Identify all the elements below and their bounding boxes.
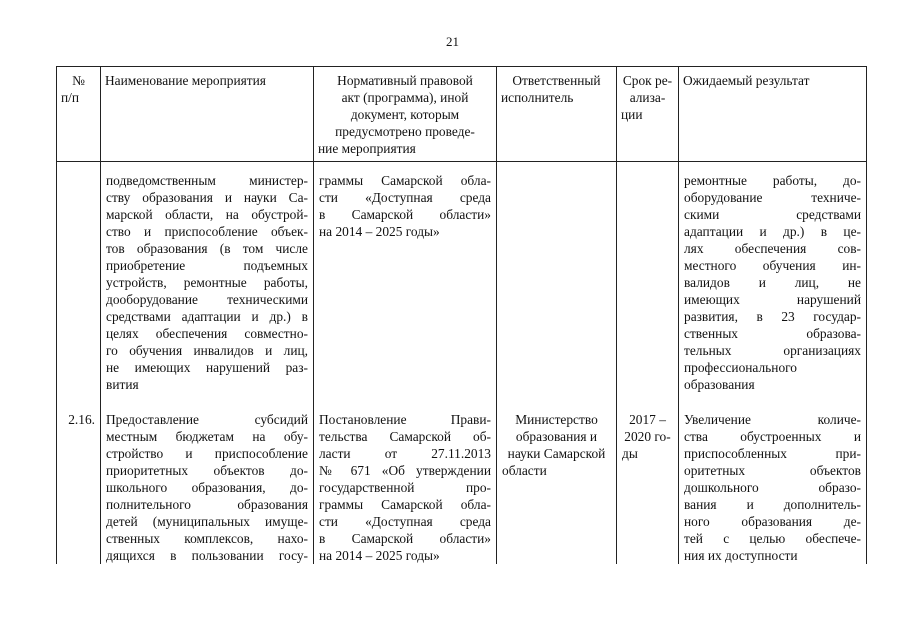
text-line: на 2014 – 2025 годы» bbox=[319, 548, 440, 563]
text-line: Министерство bbox=[515, 412, 598, 427]
text-line: оритетных объектов bbox=[684, 463, 861, 478]
text-line: валидов и лиц, не bbox=[684, 275, 861, 290]
text-line: Наименование мероприятия bbox=[105, 73, 266, 88]
text-line: тей с целью обеспече- bbox=[684, 531, 861, 546]
text-line: 2017 – bbox=[629, 412, 666, 427]
table-header-row bbox=[57, 67, 867, 162]
text-line: образования bbox=[684, 377, 755, 392]
text-line: Срок ре- bbox=[622, 73, 673, 88]
text-line: акт (программа), иной bbox=[341, 90, 469, 105]
header-normative-act bbox=[314, 67, 497, 162]
header-expected-result bbox=[679, 67, 867, 162]
text-line: ного образования де- bbox=[684, 514, 861, 529]
measure-name-cell bbox=[101, 411, 314, 564]
text-line: Постановление Прави- bbox=[319, 412, 491, 427]
text-line: ремонтные работы, до- bbox=[684, 173, 861, 188]
text-line: науки Самарской bbox=[507, 446, 606, 461]
text-line: приобретение подъемных bbox=[106, 258, 308, 273]
text-line: ственных образова- bbox=[684, 326, 861, 341]
text-line: школьного образования, до- bbox=[106, 480, 308, 495]
text-line: образования и bbox=[515, 429, 598, 444]
text-line: ласти от 27.11.2013 bbox=[319, 446, 491, 461]
text-line: ния их доступности bbox=[684, 548, 798, 563]
header-number bbox=[57, 67, 101, 162]
header-term bbox=[617, 67, 679, 162]
text-line: ству образования и науки Са- bbox=[106, 190, 308, 205]
text-line: № 671 «Об утверждении bbox=[319, 463, 491, 478]
text-line: № bbox=[72, 73, 85, 88]
text-line: государственной про- bbox=[319, 480, 491, 495]
row-number: 2.16. bbox=[57, 411, 101, 564]
text-line: лях обеспечения сов- bbox=[684, 241, 861, 256]
text-line: го обучения инвалидов и лиц, bbox=[106, 343, 308, 358]
text-line: сти «Доступная среда bbox=[319, 514, 491, 529]
text-line: вания и дополнитель- bbox=[684, 497, 861, 512]
text-line: Увеличение количе- bbox=[684, 412, 861, 427]
text-line: ства обустроенных и bbox=[684, 429, 861, 444]
text-line: дооборудование техническими bbox=[106, 292, 308, 307]
text-line: ственных комплексов, нахо- bbox=[106, 531, 308, 546]
text-line: Предоставление субсидий bbox=[106, 412, 308, 427]
text-line: Ожидаемый результат bbox=[683, 73, 810, 88]
text-line: п/п bbox=[61, 90, 80, 105]
text-line: в Самарской области» bbox=[319, 531, 491, 546]
text-line: граммы Самарской обла- bbox=[319, 173, 491, 188]
text-line: ство и приспособление объек- bbox=[106, 224, 308, 239]
text-line: ции bbox=[621, 107, 643, 122]
row-number bbox=[57, 162, 101, 412]
term-cell bbox=[617, 162, 679, 412]
text-line: Нормативный правовой bbox=[337, 73, 473, 88]
text-line: приоритетных объектов до- bbox=[106, 463, 308, 478]
text-line: предусмотрено проведе- bbox=[335, 124, 475, 139]
executor-cell bbox=[497, 411, 617, 564]
page-number: 21 bbox=[446, 34, 459, 49]
text-line: местным бюджетам на обу- bbox=[106, 429, 308, 444]
text-line: не имеющих нарушений раз- bbox=[106, 360, 308, 375]
text-line: сти «Доступная среда bbox=[319, 190, 491, 205]
text-line: ние мероприятия bbox=[318, 141, 416, 156]
text-line: марской области, на обустрой- bbox=[106, 207, 308, 222]
text-line: ды bbox=[622, 446, 638, 461]
text-line: дошкольного образо- bbox=[684, 480, 861, 495]
text-line: полнительного образования bbox=[106, 497, 308, 512]
table-row bbox=[57, 411, 867, 564]
text-line: профессионального bbox=[684, 360, 797, 375]
normative-act-cell bbox=[314, 162, 497, 412]
text-line: адаптации и др.) в це- bbox=[684, 224, 861, 239]
text-line: оборудование техниче- bbox=[684, 190, 861, 205]
text-line: на 2014 – 2025 годы» bbox=[319, 224, 440, 239]
measures-table bbox=[56, 66, 867, 564]
text-line: детей (муниципальных имуще- bbox=[106, 514, 308, 529]
term-cell bbox=[617, 411, 679, 564]
text-line: приспособленных при- bbox=[684, 446, 861, 461]
text-line: документ, которым bbox=[350, 107, 460, 122]
text-line: дящихся в пользовании госу- bbox=[106, 548, 308, 563]
measure-name-cell bbox=[101, 162, 314, 412]
text-line: имеющих нарушений bbox=[684, 292, 861, 307]
text-line: подведомственным министер- bbox=[106, 173, 308, 188]
expected-result-cell bbox=[679, 411, 867, 564]
text-line: тельства Самарской об- bbox=[319, 429, 491, 444]
text-line: исполнитель bbox=[501, 90, 574, 105]
text-line: скими средствами bbox=[684, 207, 861, 222]
text-line: вития bbox=[106, 377, 139, 392]
text-line: 2020 го- bbox=[624, 429, 671, 444]
text-line: Ответственный bbox=[512, 73, 601, 88]
text-line: местного обучения ин- bbox=[684, 258, 861, 273]
header-responsible-executor bbox=[497, 67, 617, 162]
table-row bbox=[57, 162, 867, 412]
text-line: области bbox=[502, 463, 547, 478]
text-line: стройство и приспособление bbox=[106, 446, 308, 461]
text-line: в Самарской области» bbox=[319, 207, 491, 222]
text-line: средствами адаптации и др.) в bbox=[106, 309, 308, 324]
normative-act-cell bbox=[314, 411, 497, 564]
text-line: развития, в 23 государ- bbox=[684, 309, 861, 324]
executor-cell bbox=[497, 162, 617, 412]
header-measure-name bbox=[101, 67, 314, 162]
text-line: граммы Самарской обла- bbox=[319, 497, 491, 512]
text-line: устройств, ремонтные работы, bbox=[106, 275, 308, 290]
text-line: тов образования (в том числе bbox=[106, 241, 308, 256]
text-line: ализа- bbox=[629, 90, 666, 105]
text-line: тельных организациях bbox=[684, 343, 861, 358]
expected-result-cell bbox=[679, 162, 867, 412]
text-line: целях обеспечения совместно- bbox=[106, 326, 308, 341]
